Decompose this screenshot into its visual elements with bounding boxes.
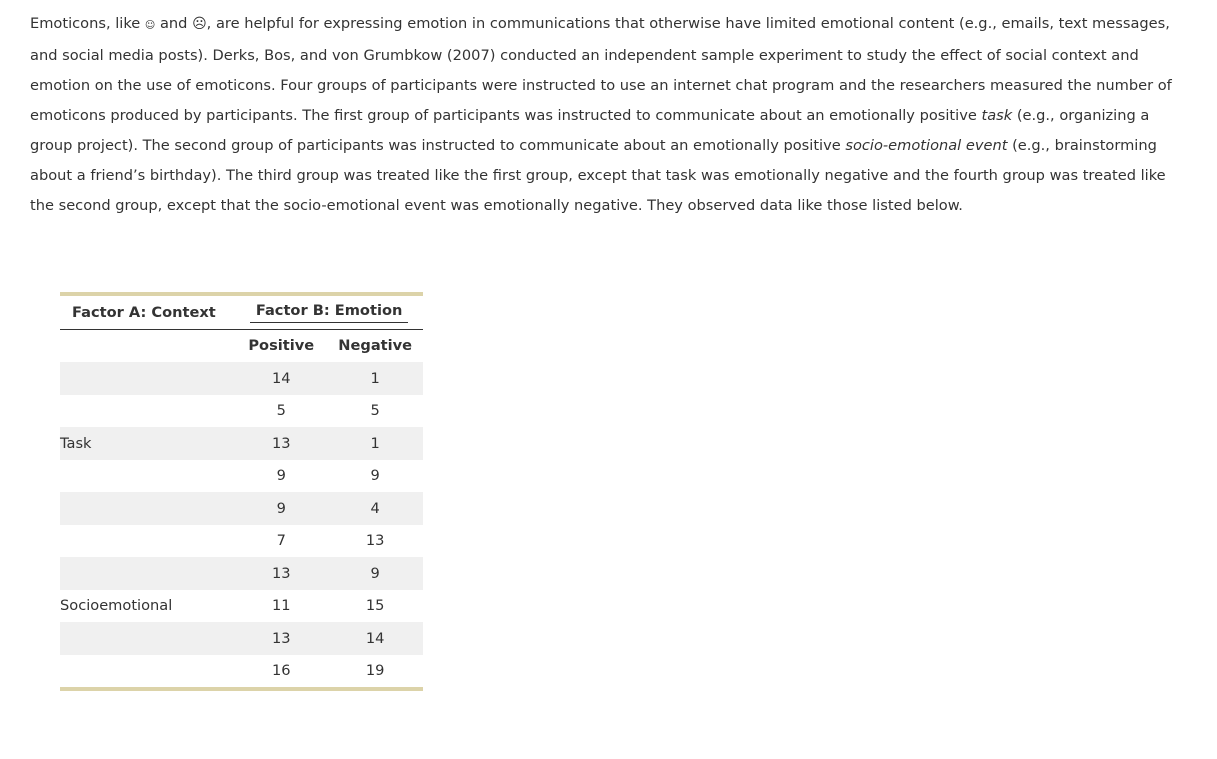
positive-value: 14 bbox=[235, 362, 327, 395]
negative-column-header: Negative bbox=[338, 337, 413, 355]
table-row bbox=[60, 395, 423, 428]
text-segment: and bbox=[155, 15, 193, 32]
positive-column-header: Positive bbox=[248, 337, 315, 355]
positive-value: 13 bbox=[235, 622, 327, 655]
table-row bbox=[60, 655, 423, 690]
table-row bbox=[60, 590, 423, 623]
italic-task: task bbox=[981, 107, 1013, 124]
text-segment: Emoticons, like bbox=[30, 15, 145, 32]
context-label bbox=[60, 525, 235, 558]
negative-value: 13 bbox=[365, 532, 385, 550]
table-row bbox=[60, 427, 423, 460]
context-label bbox=[60, 655, 235, 690]
positive-value: 7 bbox=[276, 532, 286, 550]
frown-emoticon-icon: ☹ bbox=[192, 16, 207, 32]
positive-value: 5 bbox=[276, 402, 286, 420]
positive-value: 13 bbox=[235, 427, 327, 460]
positive-value: 13 bbox=[235, 557, 327, 590]
negative-value: 15 bbox=[365, 597, 385, 615]
text-segment: , are helpful for expressing emotion in communications that otherwise have limited emotional content (e.g., emails, text messages, and social media posts). Derks, Bos, and von Grumbkow (2007) conducted an independent sample experiment to study the effect of social context and emotion on the use of emoticons. Four groups of participants were instructed to use an internet chat program and the researchers measured the number of emoticons produced by participants. The first group of participants was instructed to communicate about an emotionally positive bbox=[30, 15, 1172, 124]
table-row bbox=[60, 622, 423, 655]
table-row bbox=[60, 557, 423, 590]
negative-value: 1 bbox=[327, 427, 423, 460]
negative-value: 19 bbox=[365, 662, 385, 680]
context-label bbox=[60, 460, 235, 493]
italic-socio-emotional-event: socio-emotional event bbox=[845, 137, 1008, 154]
factor-b-header bbox=[235, 294, 423, 329]
negative-value: 5 bbox=[370, 402, 380, 420]
negative-value: 9 bbox=[370, 467, 380, 485]
problem-text bbox=[30, 9, 1190, 221]
smile-emoticon-icon: ☺ bbox=[144, 20, 156, 31]
context-label bbox=[60, 492, 235, 525]
context-label: Task bbox=[60, 427, 235, 460]
text-segment: (e.g., organizing a group project). The second group of participants was instructed to communicate about an emotionally positive bbox=[30, 107, 1150, 154]
positive-value: 11 bbox=[271, 597, 291, 615]
negative-value: 9 bbox=[327, 557, 423, 590]
table-row bbox=[60, 362, 423, 395]
context-label bbox=[60, 362, 235, 395]
factor-a-header: Factor A: Context bbox=[60, 294, 235, 329]
text-segment: (e.g., brainstorming about a friend’s birthday). The third group was treated like the first group, except that task was emotionally negative and the fourth group was treated like the second group, except that the socio-emotional event was emotionally negative. They observed data like those listed below. bbox=[30, 137, 1166, 214]
context-label bbox=[60, 622, 235, 655]
positive-value: 16 bbox=[271, 662, 291, 680]
context-label bbox=[60, 557, 235, 590]
context-label: Socioemotional bbox=[60, 597, 173, 615]
table-row bbox=[60, 525, 423, 558]
table-row bbox=[60, 460, 423, 493]
empty-header-cell bbox=[60, 329, 235, 362]
context-label bbox=[60, 395, 235, 428]
positive-value: 9 bbox=[276, 467, 286, 485]
table-row bbox=[60, 492, 423, 525]
data-table bbox=[60, 292, 423, 691]
negative-value: 1 bbox=[327, 362, 423, 395]
negative-value: 4 bbox=[327, 492, 423, 525]
positive-value: 9 bbox=[235, 492, 327, 525]
factor-b-label: Factor B: Emotion bbox=[250, 302, 409, 323]
negative-value: 14 bbox=[327, 622, 423, 655]
